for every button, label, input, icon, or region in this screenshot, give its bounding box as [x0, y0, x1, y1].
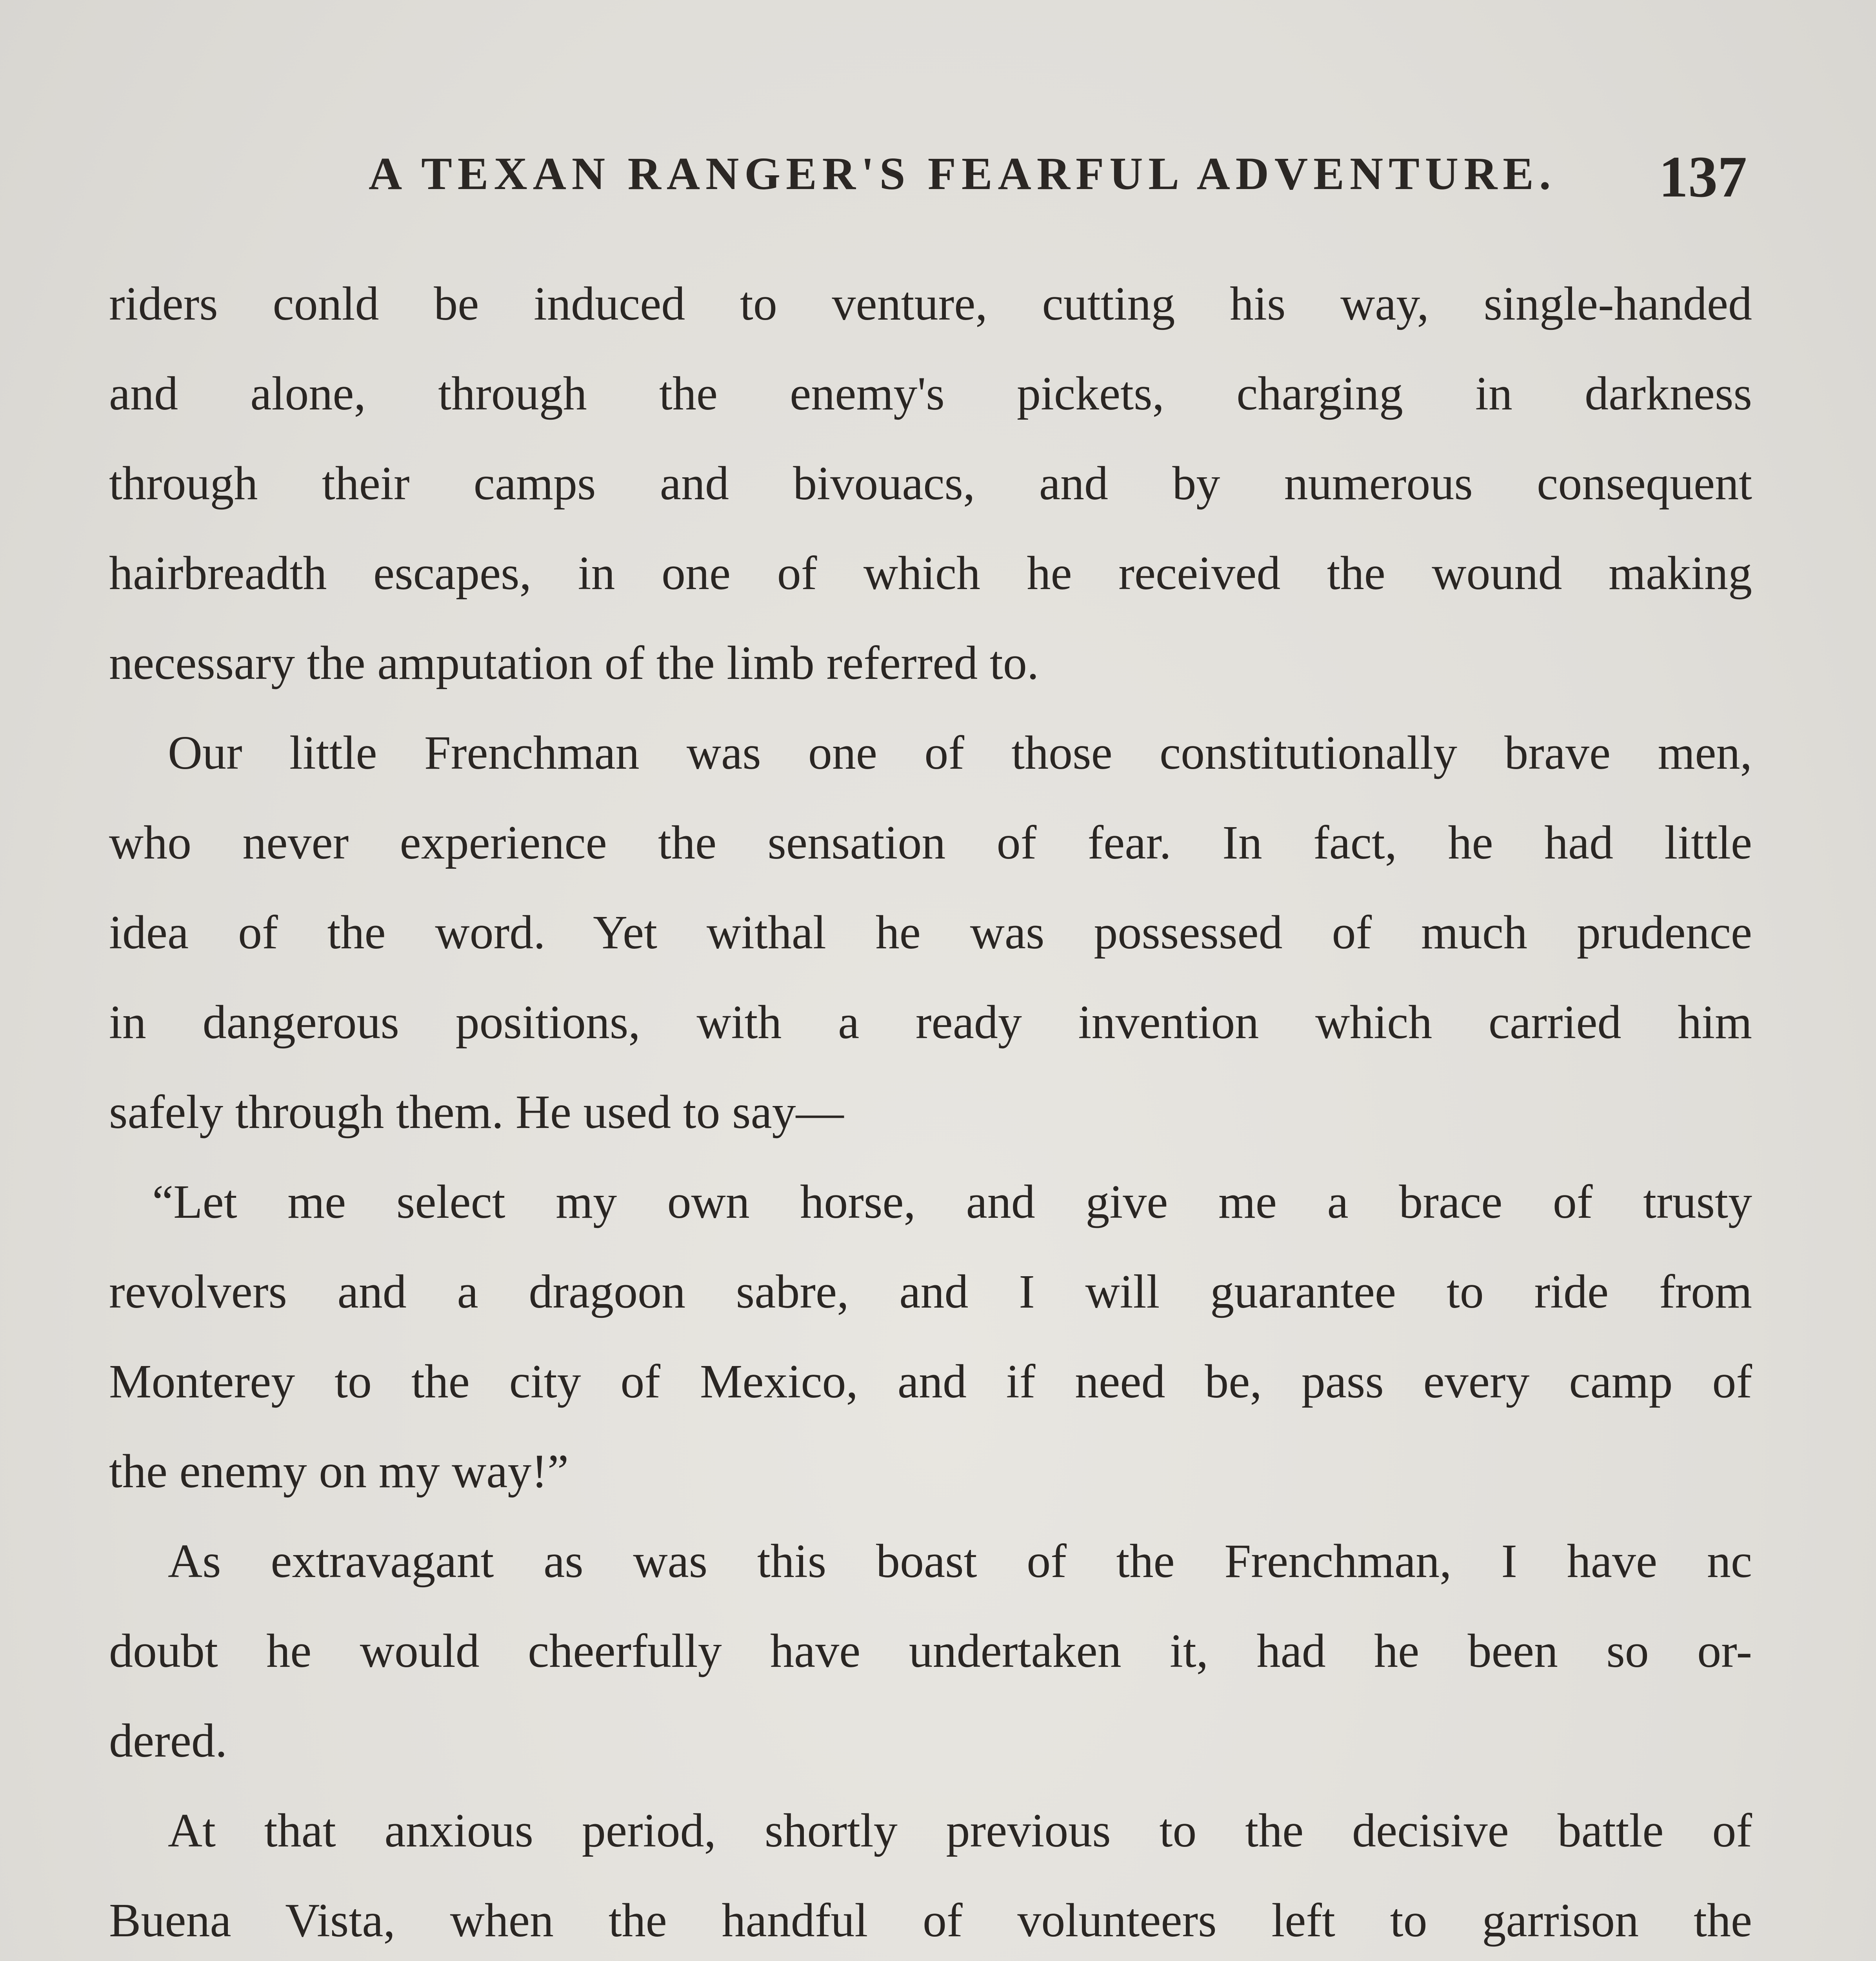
- text-line: in dangerous positions, with a ready invention which carried him: [109, 996, 1752, 1049]
- text-line: doubt he would cheerfully have undertaken it, had he been so or-: [109, 1624, 1752, 1677]
- text-line: revolvers and a dragoon sabre, and I will guarantee to ride from: [109, 1265, 1752, 1318]
- text-line: Monterey to the city of Mexico, and if need be, pass every camp of: [109, 1355, 1752, 1408]
- text-line: necessary the amputation of the limb referred to.: [109, 637, 1039, 689]
- text-line: idea of the word. Yet withal he was possessed of much prudence: [109, 906, 1752, 959]
- text-line: At that anxious period, shortly previous to the decisive battle of: [168, 1804, 1752, 1857]
- running-head: A TEXAN RANGER'S FEARFUL ADVENTURE.: [369, 148, 1556, 199]
- text-line: riders conld be induced to venture, cutting his way, single-handed: [109, 277, 1752, 330]
- text-line: the enemy on my way!”: [109, 1445, 569, 1498]
- text-line: and alone, through the enemy's pickets, charging in darkness: [109, 367, 1752, 420]
- text-line: through their camps and bivouacs, and by numerous consequent: [109, 457, 1752, 510]
- text-line: Our little Frenchman was one of those constitutionally brave men,: [168, 726, 1752, 779]
- text-line: hairbreadth escapes, in one of which he received the wound making: [109, 547, 1752, 600]
- text-line: dered.: [109, 1714, 227, 1767]
- text-line: “Let me select my own horse, and give me a brace of trusty: [152, 1175, 1752, 1228]
- page-number: 137: [1659, 144, 1747, 209]
- text-line: As extravagant as was this boast of the Frenchman, I have nc: [168, 1535, 1752, 1588]
- text-line: safely through them. He used to say—: [109, 1086, 844, 1139]
- text-line: who never experience the sensation of fear. In fact, he had little: [109, 816, 1752, 869]
- text-line: Buena Vista, when the handful of volunteers left to garrison the: [109, 1894, 1752, 1947]
- body-text: [109, 259, 1752, 1961]
